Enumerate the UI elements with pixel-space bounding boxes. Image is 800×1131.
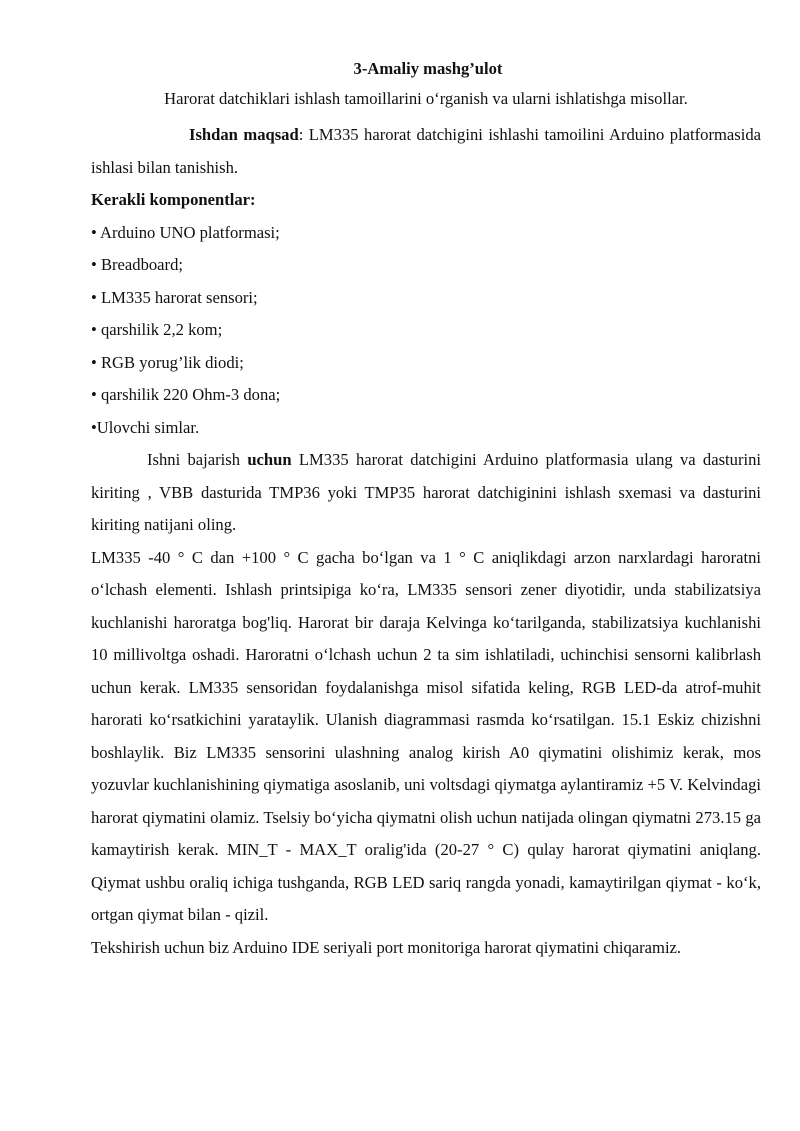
- list-item: • LM335 harorat sensori;: [91, 287, 258, 307]
- page-content: [91, 58, 761, 964]
- goal-text: : LM335 harorat datchigini ishlashi tamoilini Arduino platformasida ishlasi bilan tanishish.: [91, 125, 761, 177]
- goal-label: Ishdan maqsad: [189, 125, 299, 144]
- page-subtitle: Harorat datchiklari ishlash tamoillarini o‘rganish va ularni ishlatishga misollar.: [164, 89, 688, 108]
- page-title: 3-Amaliy mashg’ulot: [353, 59, 503, 78]
- list-item: • Arduino UNO platformasi;: [91, 222, 280, 242]
- task-text: LM335 harorat datchigini Arduino platformasia ulang va dasturini kiriting , VBB dasturida TMP36 yoki TMP35 harorat datchiginini ishlash sxemasi va dasturini kiriting natijani oling.: [91, 450, 761, 534]
- body-paragraph: LM335 -40 ° C dan +100 ° C gacha bo‘lgan va 1 ° C aniqlikdagi arzon narxlardagi haroratni o‘lchash elementi. Ishlash printsipiga ko‘ra, LM335 sensori zener diyotidir, unda stabilizatsiya kuchlanishi haroratga bog'liq. Harorat bir daraja Kelvinga ko‘tarilganda, stabilizatsiya kuchlanishi 10 millivoltga oshadi. Haroratni o‘lchash uchun 2 ta sim ishlatiladi, uchinchisi sensorni kalibrlash uchun kerak. LM335 sensoridan foydalanishga misol sifatida keling, RGB LED-da atrof-muhit harorati ko‘rsatkichini yarataylik. Ulanish diagrammasi rasmda ko‘rsatilgan. 15.1 Eskiz chizishni boshlaylik. Biz LM335 sensorini ulashning analog kirish A0 qiymatini olishimiz kerak, mos yozuvlar kuchlanishining qiymatiga asoslanib, uni voltsdagi qiymatga aylantiramiz +5 V. Kelvindagi harorat qiymatini olamiz. Tselsiy bo‘yicha qiymatni olish uchun natijada olingan qiymatni 273.15 ga kamaytirish kerak. MIN_T - MAX_T oralig'ida (20-27 ° C) qulay harorat qiymatini aniqlang. Qiymat ushbu oraliq ichiga tushganda, RGB LED sariq rangda yonadi, kamaytirilgan qiymat - ko‘k, ortgan qiymat bilan - qizil.: [91, 547, 761, 924]
- list-item: • Breadboard;: [91, 255, 183, 274]
- list-item: • RGB yorug’lik diodi;: [91, 352, 244, 372]
- goal-paragraph: [91, 119, 761, 184]
- task-bold-word: uchun: [247, 450, 292, 469]
- list-item: • qarshilik 2,2 kom;: [91, 320, 223, 339]
- components-list: [91, 217, 761, 445]
- task-prefix: Ishni bajarish: [147, 450, 248, 469]
- components-heading: Kerakli komponentlar:: [91, 190, 256, 209]
- final-paragraph: Tekshirish uchun biz Arduino IDE seriyali port monitoriga harorat qiymatini chiqaramiz.: [91, 937, 682, 957]
- list-item: • qarshilik 220 Ohm-3 dona;: [91, 385, 281, 404]
- list-item: •Ulovchi simlar.: [91, 417, 200, 437]
- task-paragraph: [91, 444, 761, 542]
